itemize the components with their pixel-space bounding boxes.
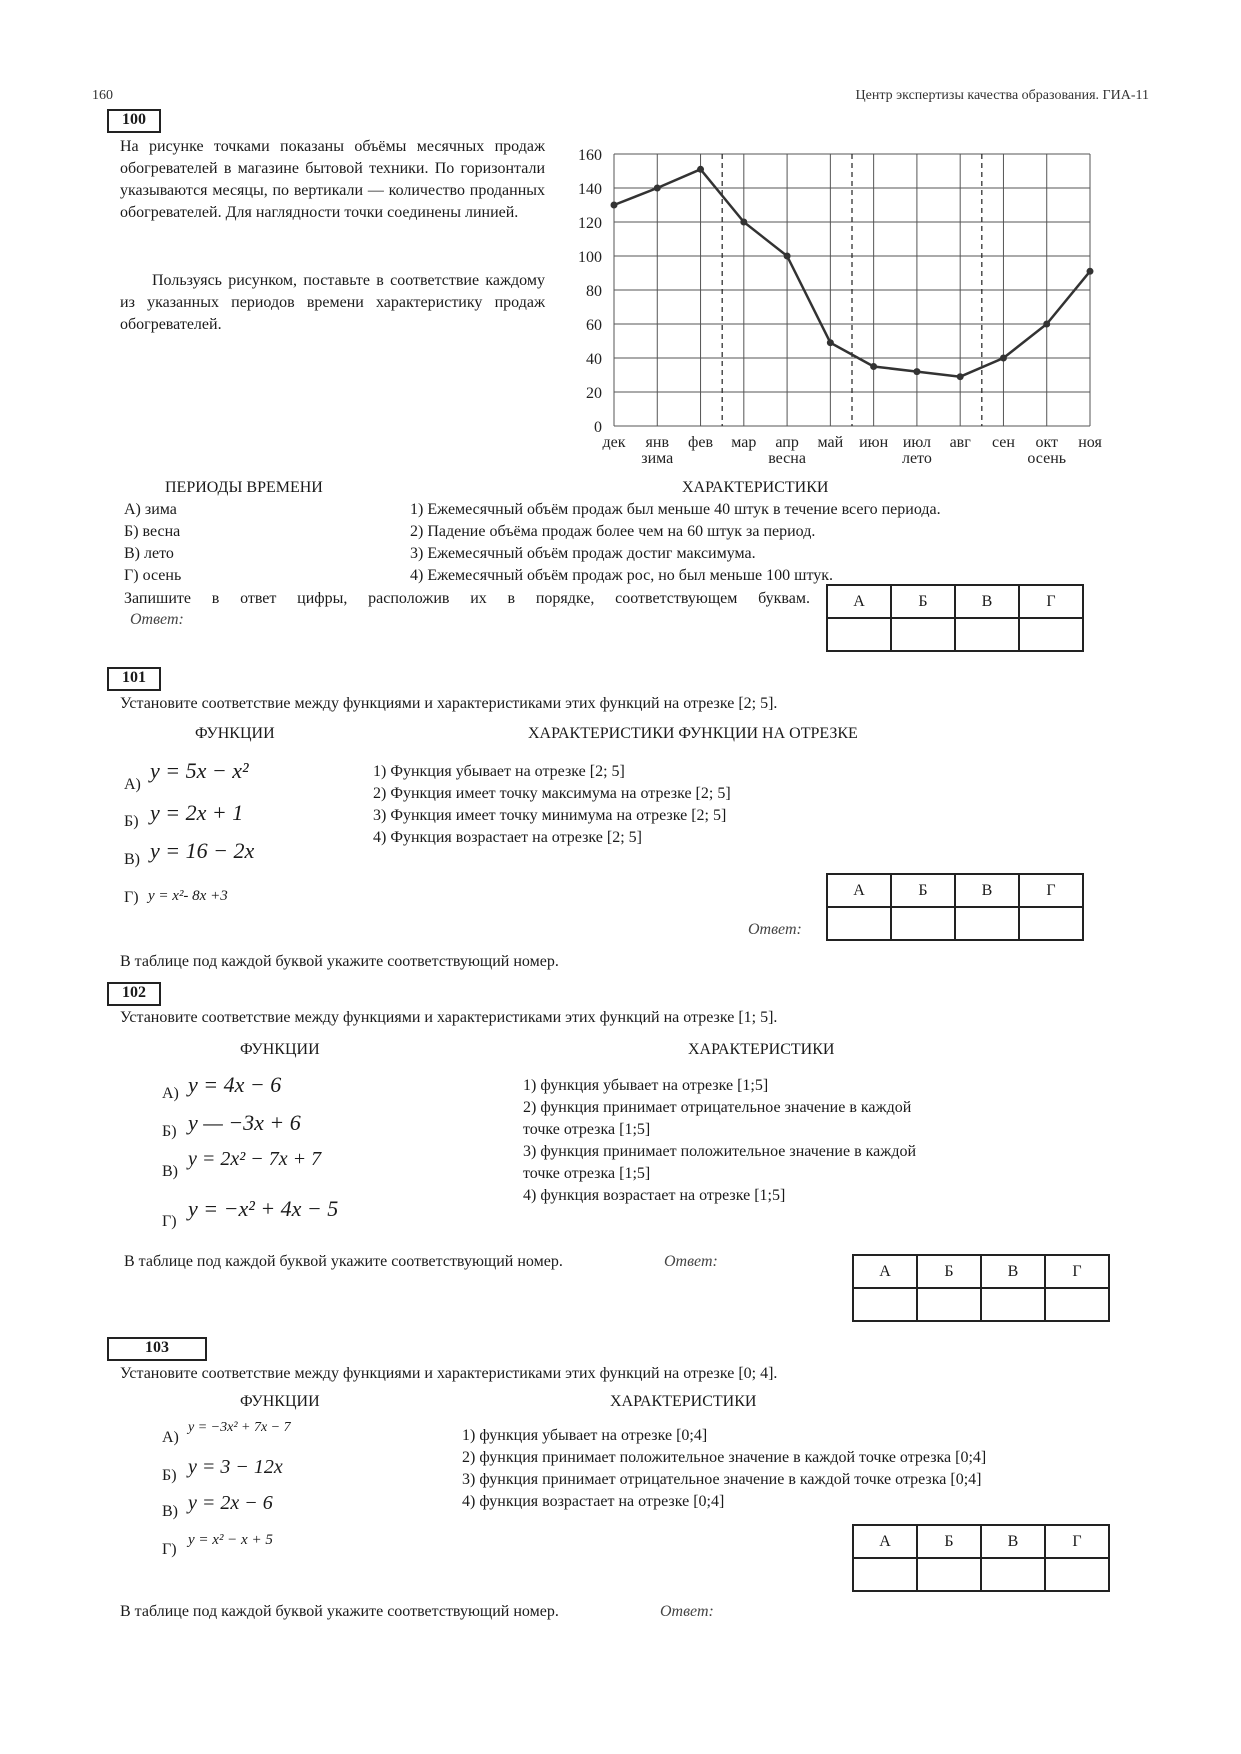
- y-tick-label: 160: [578, 147, 602, 164]
- characteristic-item: 4) Функция возрастает на отрезке [2; 5]: [373, 829, 642, 846]
- answer-table: [826, 584, 1084, 652]
- function-formula: y = 3 − 12x: [188, 1456, 283, 1478]
- y-tick-label: 20: [586, 385, 602, 402]
- characteristic-item: 3) функция принимает отрицательное значение в каждой точке отрезка [0;4]: [462, 1471, 982, 1488]
- season-labels: [641, 450, 1066, 467]
- characteristic-item: точке отрезка [1;5]: [523, 1121, 651, 1138]
- answer-letter: Г: [1045, 1255, 1109, 1288]
- period-item: Г) осень: [124, 567, 182, 584]
- x-tick-label: янв: [645, 434, 670, 451]
- answer-letter: А: [827, 874, 891, 907]
- y-tick-label: 120: [578, 215, 602, 232]
- season-label: осень: [1027, 450, 1067, 467]
- characteristic-item: 4) функция возрастает на отрезке [0;4]: [462, 1493, 725, 1510]
- functions-header: ФУНКЦИИ: [195, 725, 275, 742]
- function-letter: Г): [162, 1213, 177, 1230]
- y-tick-label: 60: [586, 317, 602, 334]
- instruction: В таблице под каждой буквой укажите соответствующий номер.: [120, 1603, 559, 1620]
- x-axis-ticks: [602, 434, 1102, 451]
- data-point: [870, 363, 877, 370]
- problem-statement: Установите соответствие между функциями и характеристиками этих функций на отрезке [2; 5].: [120, 695, 778, 712]
- characteristic-item: 4) функция возрастает на отрезке [1;5]: [523, 1187, 786, 1204]
- answer-letter: Б: [917, 1255, 981, 1288]
- characteristic-item: 3) Ежемесячный объём продаж достиг максимума.: [410, 545, 756, 562]
- function-formula: y = 5x − x²: [150, 758, 249, 783]
- functions-header: ФУНКЦИИ: [240, 1041, 320, 1058]
- period-item: В) лето: [124, 545, 174, 562]
- y-tick-label: 0: [594, 419, 602, 436]
- characteristic-item: 2) функция принимает отрицательное значение в каждой: [523, 1099, 912, 1116]
- characteristics-header: ХАРАКТЕРИСТИКИ: [688, 1041, 835, 1058]
- characteristic-item: 1) Функция убывает на отрезке [2; 5]: [373, 763, 625, 780]
- function-formula: y = 16 − 2x: [150, 838, 255, 863]
- problem-number: 102: [107, 982, 161, 1006]
- characteristic-item: 2) Падение объёма продаж более чем на 60 штук за период.: [410, 523, 816, 540]
- characteristic-item: 4) Ежемесячный объём продаж рос, но был меньше 100 штук.: [410, 567, 834, 584]
- function-formula: y = 4x − 6: [188, 1072, 282, 1097]
- answer-cell[interactable]: [853, 1288, 917, 1321]
- x-tick-label: апр: [775, 434, 799, 451]
- function-formula: y = x² − x + 5: [188, 1532, 273, 1548]
- answer-letter: А: [853, 1255, 917, 1288]
- problem-number: 100: [107, 109, 161, 133]
- function-letter: Г): [124, 889, 139, 906]
- x-tick-label: июл: [902, 434, 931, 451]
- data-point: [1000, 355, 1007, 362]
- data-point: [957, 373, 964, 380]
- characteristic-item: 1) функция убывает на отрезке [1;5]: [523, 1077, 769, 1094]
- data-point: [697, 166, 704, 173]
- page-header-title: Центр экспертизы качества образования. ГИА-11: [855, 88, 1149, 103]
- answer-table: [852, 1524, 1110, 1592]
- instruction: Запишите в ответ цифры, расположив их в порядке, соответствующем буквам.: [124, 590, 810, 607]
- data-point: [784, 253, 791, 260]
- answer-cell[interactable]: [1019, 907, 1083, 940]
- answer-cell[interactable]: [955, 907, 1019, 940]
- x-tick-label: июн: [859, 434, 889, 451]
- characteristic-item: 3) функция принимает положительное значение в каждой: [523, 1143, 917, 1160]
- data-point: [611, 202, 618, 209]
- problem-number: 103: [107, 1337, 207, 1361]
- characteristic-item: 3) Функция имеет точку минимума на отрезке [2; 5]: [373, 807, 727, 824]
- answer-cell[interactable]: [917, 1288, 981, 1321]
- characteristics-header: ХАРАКТЕРИСТИКИ: [610, 1393, 757, 1410]
- instruction: В таблице под каждой буквой укажите соответствующий номер.: [124, 1253, 563, 1270]
- function-formula: y = 2x − 6: [188, 1492, 273, 1514]
- answer-label: Ответ:: [748, 921, 802, 938]
- answer-letter: Г: [1019, 585, 1083, 618]
- answer-table: [826, 873, 1084, 941]
- function-letter: Б): [124, 813, 139, 830]
- answer-letter: В: [955, 585, 1019, 618]
- function-letter: А): [124, 776, 141, 793]
- x-tick-label: дек: [602, 434, 626, 451]
- function-letter: Б): [162, 1467, 177, 1484]
- function-letter: В): [162, 1503, 178, 1520]
- data-point: [740, 219, 747, 226]
- function-formula: y — −3x + 6: [188, 1110, 301, 1135]
- x-tick-label: мар: [731, 434, 757, 451]
- answer-letter: А: [827, 585, 891, 618]
- problem-statement: Установите соответствие между функциями и характеристиками этих функций на отрезке [1; 5].: [120, 1009, 778, 1026]
- answer-cell[interactable]: [955, 618, 1019, 651]
- answer-letter: Б: [917, 1525, 981, 1558]
- season-label: весна: [768, 450, 806, 467]
- data-point: [1043, 321, 1050, 328]
- problem-text: Пользуясь рисунком, поставьте в соответствие каждому из указанных периодов времени характеристику продаж обогревателей.: [120, 272, 545, 333]
- data-point: [654, 185, 661, 192]
- answer-letter: Б: [891, 585, 955, 618]
- characteristic-item: 2) функция принимает положительное значение в каждой точке отрезка [0;4]: [462, 1449, 987, 1466]
- answer-cell[interactable]: [853, 1558, 917, 1591]
- answer-letter: В: [955, 874, 1019, 907]
- period-item: А) зима: [124, 501, 177, 518]
- instruction: В таблице под каждой буквой укажите соответствующий номер.: [120, 953, 559, 970]
- function-letter: А): [162, 1429, 179, 1446]
- chart-grid: [614, 154, 1090, 426]
- answer-cell[interactable]: [891, 618, 955, 651]
- function-letter: А): [162, 1085, 179, 1102]
- function-letter: В): [124, 851, 140, 868]
- function-formula: y = x²- 8x +3: [148, 888, 228, 904]
- x-tick-label: май: [817, 434, 844, 451]
- period-item: Б) весна: [124, 523, 181, 540]
- y-tick-label: 140: [578, 181, 602, 198]
- problem-statement: Установите соответствие между функциями и характеристиками этих функций на отрезке [0; 4].: [120, 1365, 778, 1382]
- answer-letter: В: [981, 1255, 1045, 1288]
- x-tick-label: ноя: [1078, 434, 1102, 451]
- answer-table: [852, 1254, 1110, 1322]
- characteristic-item: 2) Функция имеет точку максимума на отрезке [2; 5]: [373, 785, 731, 802]
- y-tick-label: 100: [578, 249, 602, 266]
- function-formula: y = −x² + 4x − 5: [188, 1196, 339, 1221]
- x-tick-label: авг: [949, 434, 971, 451]
- answer-cell[interactable]: [827, 907, 891, 940]
- data-point: [827, 339, 834, 346]
- x-tick-label: фев: [688, 434, 714, 451]
- function-formula: y = 2x² − 7x + 7: [188, 1148, 322, 1170]
- data-point: [1087, 268, 1094, 275]
- page-number: 160: [92, 88, 113, 103]
- characteristics-header: ХАРАКТЕРИСТИКИ: [682, 479, 829, 496]
- characteristic-item: 1) Ежемесячный объём продаж был меньше 40 штук в течение всего периода.: [410, 501, 941, 518]
- functions-header: ФУНКЦИИ: [240, 1393, 320, 1410]
- answer-cell[interactable]: [1045, 1558, 1109, 1591]
- characteristics-header: ХАРАКТЕРИСТИКИ ФУНКЦИИ НА ОТРЕЗКЕ: [528, 725, 858, 742]
- answer-letter: Б: [891, 874, 955, 907]
- answer-letter: Г: [1019, 874, 1083, 907]
- function-letter: Г): [162, 1541, 177, 1558]
- answer-cell[interactable]: [917, 1558, 981, 1591]
- answer-letter: Г: [1045, 1525, 1109, 1558]
- x-tick-label: окт: [1035, 434, 1059, 451]
- answer-cell[interactable]: [827, 618, 891, 651]
- answer-cell[interactable]: [981, 1288, 1045, 1321]
- answer-label: Ответ:: [130, 611, 184, 628]
- answer-cell[interactable]: [1019, 618, 1083, 651]
- answer-letter: В: [981, 1525, 1045, 1558]
- y-axis-ticks: [578, 147, 602, 436]
- answer-cell[interactable]: [891, 907, 955, 940]
- problem-number: 101: [107, 667, 161, 691]
- problem-text: На рисунке точками показаны объёмы месячных продаж обогревателей в магазине бытовой техники. По горизонтали указываются месяцы, по вертикали — количество проданных обогревателей. Для наглядности точки соединены линией.: [120, 138, 545, 221]
- function-letter: В): [162, 1163, 178, 1180]
- characteristic-item: 1) функция убывает на отрезке [0;4]: [462, 1427, 708, 1444]
- function-letter: Б): [162, 1123, 177, 1140]
- y-tick-label: 40: [586, 351, 602, 368]
- function-formula: y = −3x² + 7x − 7: [188, 1420, 291, 1435]
- answer-letter: А: [853, 1525, 917, 1558]
- answer-cell[interactable]: [1045, 1288, 1109, 1321]
- season-label: зима: [641, 450, 674, 467]
- characteristic-item: точке отрезка [1;5]: [523, 1165, 651, 1182]
- answer-label: Ответ:: [664, 1253, 718, 1270]
- season-label: лето: [901, 450, 932, 467]
- periods-header: ПЕРИОДЫ ВРЕМЕНИ: [165, 479, 323, 496]
- answer-cell[interactable]: [981, 1558, 1045, 1591]
- x-tick-label: сен: [991, 434, 1015, 451]
- data-point: [913, 368, 920, 375]
- function-formula: y = 2x + 1: [150, 800, 244, 825]
- answer-label: Ответ:: [660, 1603, 714, 1620]
- sales-line-chart: [560, 140, 1120, 470]
- y-tick-label: 80: [586, 283, 602, 300]
